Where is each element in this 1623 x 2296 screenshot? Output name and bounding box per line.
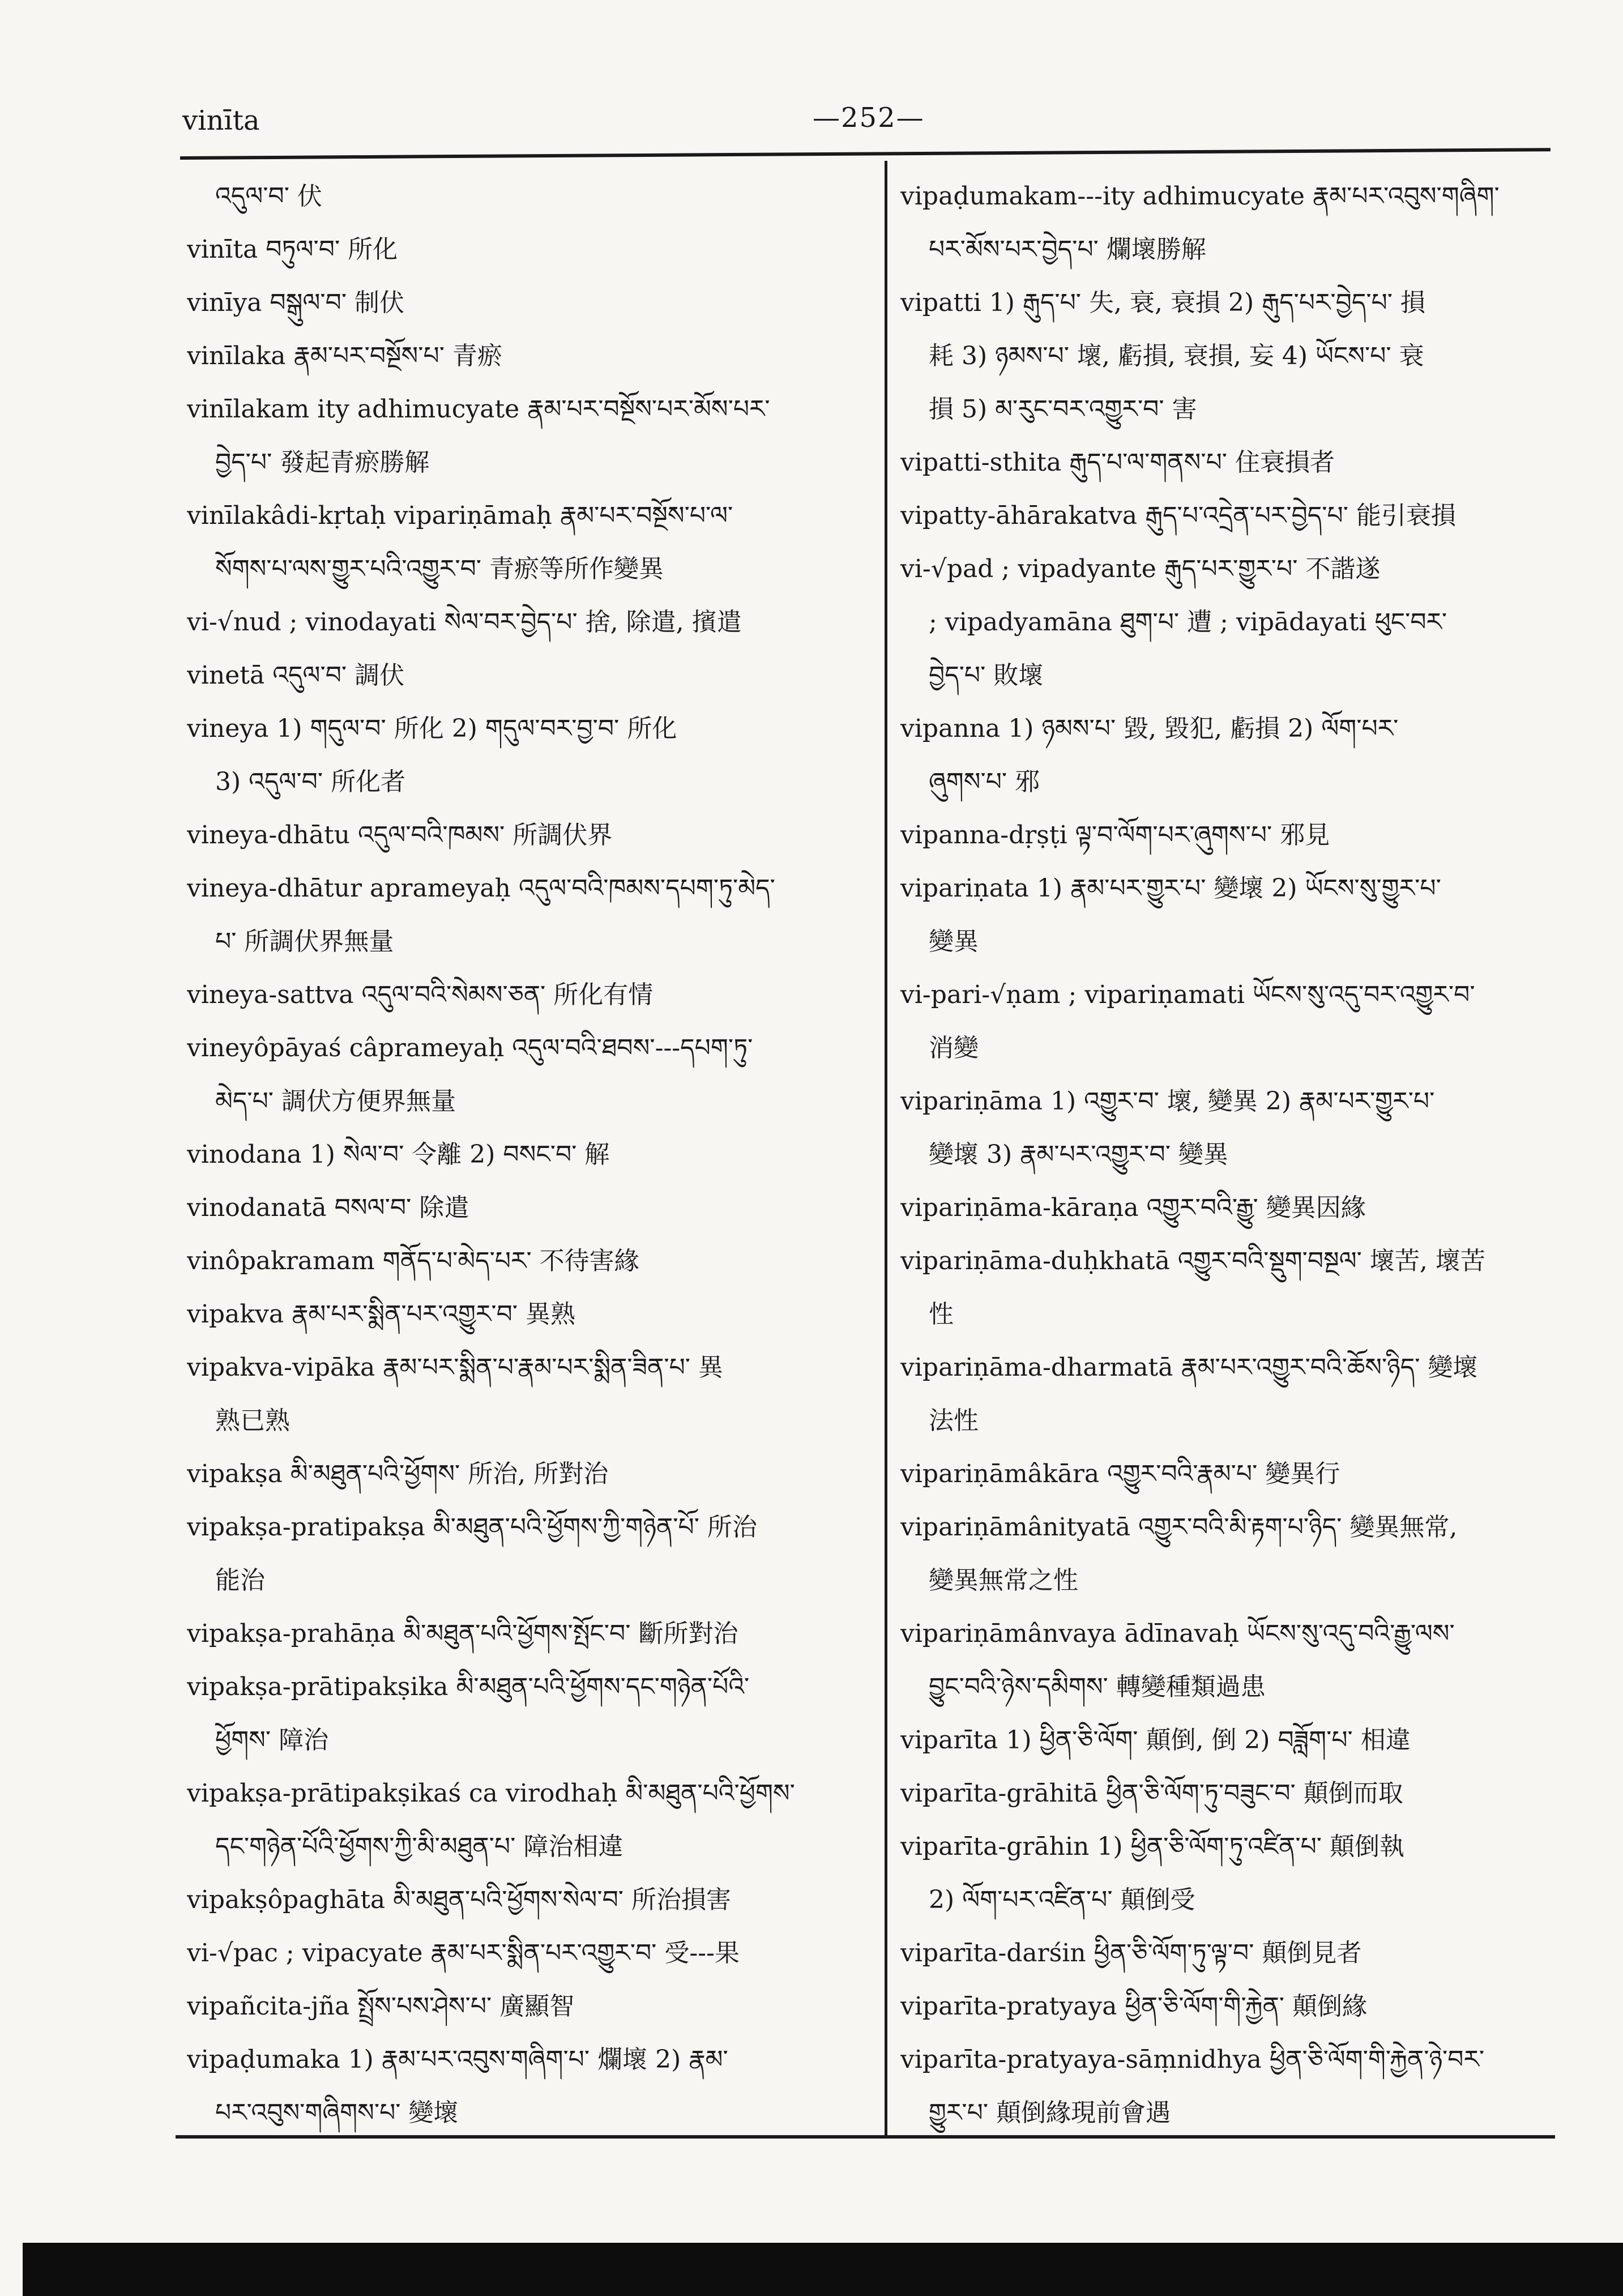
entry-continuation-line: 變異無常之性 (929, 1566, 1078, 1595)
scan-edge-band (23, 2243, 1623, 2296)
entry-continuation-line: པ་ 所調伏界無量 (215, 927, 394, 956)
entry-line: viparīta-pratyaya-sāṃnidhya ཕྱིན་ཅི་ལོག་གི་རྐྱེན་ཉེ་བར་ (900, 2045, 1485, 2074)
page-number: —252— (813, 102, 925, 134)
entry-line: vipanna 1) ཉམས་པ་ 毀, 毀犯, 虧損 2) ལོག་པར་ (900, 714, 1399, 743)
entry-line: vipariṇāma-kāraṇa འགྱུར་བའི་རྒྱུ་ 變異因緣 (900, 1193, 1366, 1222)
entry-continuation-line: པར་འབུས་གཞིགས་པ་ 變壞 (215, 2098, 459, 2127)
entry-continuation-line: 熟已熟 (215, 1406, 290, 1435)
entry-line: vi-√pac ; vipacyate རྣམ་པར་སྨིན་པར་འགྱུར་བ་ 受---果 (187, 1939, 740, 1968)
entry-line: vipariṇata 1) རྣམ་པར་གྱུར་པ་ 變壞 2) ཡོངས་སུ་གྱུར་པ་ (900, 874, 1441, 903)
entry-continuation-line: 變壞 3) རྣམ་པར་འགྱུར་བ་ 變異 (929, 1140, 1228, 1169)
running-headword: vinīta (182, 105, 260, 136)
right-column (900, 170, 1569, 2140)
entry-line: vineya-sattva འདུལ་བའི་སེམས་ཅན་ 所化有情 (187, 980, 654, 1009)
entry-continuation-line: ; vipadyamāna ཐུག་པ་ 遭 ; vipādayati ཕུང་བར་ (929, 608, 1447, 637)
entry-line: vinīya བསྒུལ་བ་ 制伏 (187, 288, 405, 317)
entry-line: vinīta བཏུལ་བ་ 所化 (187, 235, 398, 264)
entry-line: vipakṣa-prahāṇa མི་མཐུན་པའི་ཕྱོགས་སྤོང་བ་ 斷所對治 (187, 1619, 738, 1648)
entry-line: vinodanatā བསལ་བ་ 除遣 (187, 1193, 469, 1222)
entry-line: viparīta-pratyaya ཕྱིན་ཅི་ལོག་གི་རྐྱེན་ 顛倒緣 (900, 1992, 1368, 2021)
column-divider (885, 161, 887, 2137)
entry-line: vineya-dhātur aprameyaḥ འདུལ་བའི་ཁམས་དཔག་ཏུ་མེད་ (187, 874, 775, 903)
entry-line: vipariṇāmânvaya ādīnavaḥ ཡོངས་སུ་འདུ་བའི་རྒྱུ་ལས་ (900, 1619, 1455, 1648)
entry-continuation-line: མེད་པ་ 調伏方便界無量 (215, 1087, 456, 1116)
entry-line: viparīta-grāhin 1) ཕྱིན་ཅི་ལོག་ཏུ་འཛིན་པ་ 顛倒執 (900, 1832, 1404, 1861)
entry-line: vinetā འདུལ་བ་ 調伏 (187, 661, 405, 690)
entry-line: vinīlaka རྣམ་པར་བསྔོས་པ་ 青瘀 (187, 342, 502, 370)
entry-line: vineyôpāyaś câprameyaḥ འདུལ་བའི་ཐབས་---དཔག་ཏུ་ (187, 1034, 753, 1062)
entry-line: vipakva-vipāka རྣམ་པར་སྨིན་པ་རྣམ་པར་སྨིན་ཟིན་པ་ 異 (187, 1353, 724, 1382)
entry-line: viparīta-grāhitā ཕྱིན་ཅི་ལོག་ཏུ་བཟུང་བ་ 顛倒而取 (900, 1779, 1403, 1808)
entry-continuation-line: པར་མོས་པར་བྱེད་པ་ 爛壞勝解 (929, 235, 1206, 264)
entry-line: vipakva རྣམ་པར་སྨིན་པར་འགྱུར་བ་ 異熟 (187, 1300, 575, 1329)
entry-continuation-line: ཕྱོགས་ 障治 (215, 1726, 329, 1755)
entry-line: vineya-dhātu འདུལ་བའི་ཁམས་ 所調伏界 (187, 821, 613, 850)
entry-continuation-line: 3) འདུལ་བ་ 所化者 (215, 767, 406, 796)
entry-continuation-line: 耗 3) ཉམས་པ་ 壞, 虧損, 衰損, 妄 4) ཡོངས་པ་ 衰 (929, 342, 1424, 370)
entry-continuation-line: 變異 (929, 927, 979, 956)
entry-line: vipariṇāma-dharmatā རྣམ་པར་འགྱུར་བའི་ཆོས་ཉིད་ 變壞 (900, 1353, 1478, 1382)
entry-line: vipariṇāma 1) འགྱུར་བ་ 壞, 變異 2) རྣམ་པར་གྱུར་པ་ (900, 1087, 1435, 1116)
entry-line: vinôpakramam གནོད་པ་མེད་པར་ 不待害緣 (187, 1247, 639, 1275)
entry-line: vinīlakam ity adhimucyate རྣམ་པར་བསྔོས་པར་མོས་པར་ (187, 395, 770, 424)
entry-line: vipaḍumaka 1) རྣམ་པར་འབུས་གཞིག་པ་ 爛壞 2) རྣམ་ (187, 2045, 728, 2074)
top-rule (180, 148, 1551, 160)
entry-line: vineya 1) གདུལ་བ་ 所化 2) གདུལ་བར་བྱ་བ་ 所化 (187, 714, 677, 743)
entry-line: vi-√pad ; vipadyante རྒུད་པར་གྱུར་པ་ 不諧遂 (900, 554, 1381, 583)
entry-line: vipatti-sthita རྒུད་པ་ལ་གནས་པ་ 住衰損者 (900, 448, 1335, 477)
entry-continuation-line: 損 5) མ་རུང་བར་འགྱུར་བ་ 害 (929, 395, 1197, 424)
entry-line: vipakṣa མི་མཐུན་པའི་ཕྱོགས་ 所治, 所對治 (187, 1459, 609, 1488)
entry-line: vipañcita-jña སྤྲོས་པས་ཤེས་པ་ 廣顯智 (187, 1992, 575, 2021)
entry-line: vipaḍumakam---ity adhimucyate རྣམ་པར་འབུས་གཞིག་ (900, 182, 1500, 211)
entry-line: vipakṣôpaghāta མི་མཐུན་པའི་ཕྱོགས་སེལ་བ་ 所治損害 (187, 1885, 731, 1914)
entry-continuation-line: 法性 (929, 1406, 979, 1435)
entry-line: viparīta-darśin ཕྱིན་ཅི་ལོག་ཏུ་ལྟ་བ་ 顛倒見者 (900, 1939, 1362, 1968)
entry-continuation-line: གྱུར་པ་ 顛倒緣現前會遇 (929, 2098, 1171, 2127)
entry-line: vipatti 1) རྒུད་པ་ 失, 衰, 衰損 2) རྒུད་པར་བྱེད་པ་ 損 (900, 288, 1425, 317)
entry-line: vipatty-āhārakatva རྒུད་པ་འདྲེན་པར་བྱེད་པ་ 能引衰損 (900, 501, 1456, 530)
entry-line: vipariṇāmânityatā འགྱུར་བའི་མི་རྟག་པ་ཉིད་ 變異無常, (900, 1513, 1458, 1542)
entry-continuation-line: 性 (929, 1300, 954, 1329)
entry-continuation-line: བྱེད་པ་ 敗壞 (929, 661, 1044, 690)
entry-line: vinodana 1) སེལ་བ་ 令離 2) བསང་བ་ 解 (187, 1140, 610, 1169)
left-column (187, 170, 872, 2140)
entry-continuation-line: དང་གཉེན་པོའི་ཕྱོགས་ཀྱི་མི་མཐུན་པ་ 障治相違 (215, 1832, 623, 1861)
entry-line: vipakṣa-prātipakṣika མི་མཐུན་པའི་ཕྱོགས་དང་གཉེན་པོའི་ (187, 1672, 750, 1701)
entry-continuation-line: 消變 (929, 1034, 979, 1062)
entry-line: vipariṇāmâkāra འགྱུར་བའི་རྣམ་པ་ 變異行 (900, 1459, 1340, 1488)
entry-line: vipariṇāma-duḥkhatā འགྱུར་བའི་སྡུག་བསྔལ་ 壞苦, 壞苦 (900, 1247, 1485, 1275)
entry-continuation-line: 能治 (215, 1566, 265, 1595)
entry-line: vipakṣa-prātipakṣikaś ca virodhaḥ མི་མཐུན་པའི་ཕྱོགས་ (187, 1779, 795, 1808)
entry-line: vipanna-dṛṣṭi ལྟ་བ་ལོག་པར་ཞུགས་པ་ 邪見 (900, 821, 1330, 850)
entry-line: vipakṣa-pratipakṣa མི་མཐུན་པའི་ཕྱོགས་ཀྱི་གཉེན་པོ་ 所治 (187, 1513, 757, 1542)
entry-continuation-line: བྱུང་བའི་ཉེས་དམིགས་ 轉變種類過患 (929, 1672, 1266, 1701)
entry-continuation-line: སོགས་པ་ལས་གྱུར་པའི་འགྱུར་བ་ 青瘀等所作變異 (215, 554, 664, 583)
entry-line: vi-pari-√ṇam ; vipariṇamati ཡོངས་སུ་འདུ་བར་འགྱུར་བ་ (900, 980, 1475, 1009)
entry-line: vinīlakâdi-kṛtaḥ vipariṇāmaḥ རྣམ་པར་བསྔོས་པ་ལ་ (187, 501, 733, 530)
entry-line: viparīta 1) ཕྱིན་ཅི་ལོག་ 顛倒, 倒 2) བཟློག་པ་ 相違 (900, 1726, 1411, 1755)
entry-continuation-line: འདུལ་བ་ 伏 (215, 182, 322, 211)
entry-line: vi-√nud ; vinodayati སེལ་བར་བྱེད་པ་ 捨, 除遣, 擯遣 (187, 608, 742, 637)
entry-continuation-line: ཞུགས་པ་ 邪 (929, 767, 1040, 796)
entry-continuation-line: བྱེད་པ་ 發起青瘀勝解 (215, 448, 430, 477)
entry-continuation-line: 2) ལོག་པར་འཛིན་པ་ 顛倒受 (929, 1885, 1195, 1914)
